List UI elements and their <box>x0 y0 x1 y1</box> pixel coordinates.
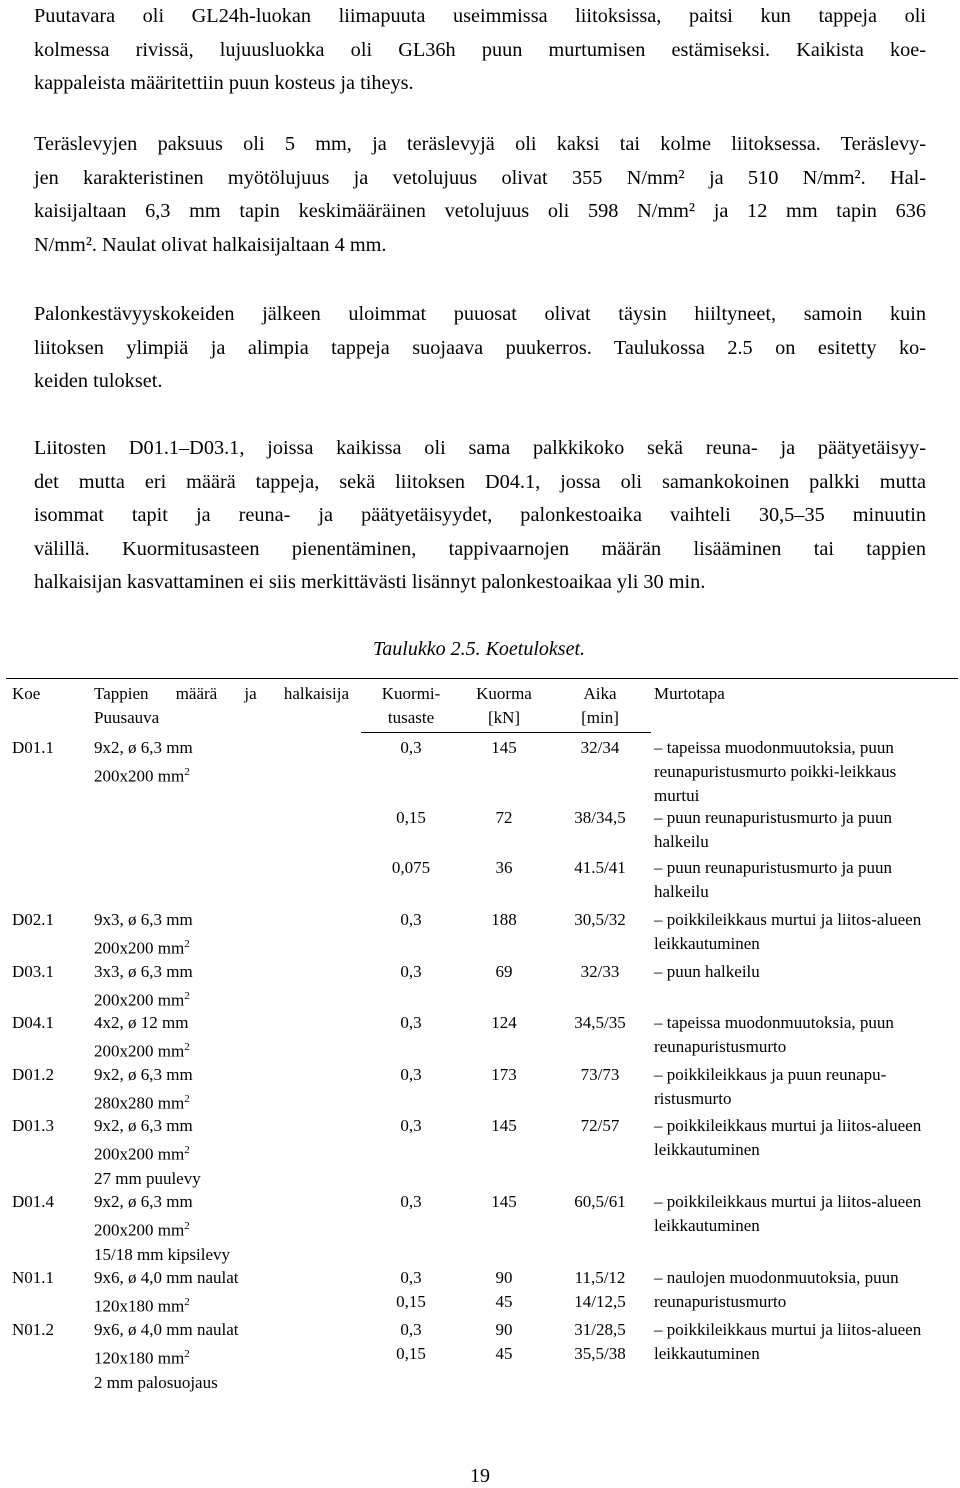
cell-koe: D01.2 <box>12 1065 55 1084</box>
text-line: kappaleista määritettiin puun kosteus ja tiheys. <box>34 72 414 94</box>
text-line: liitoksen ylimpiä ja alimpia tappeja suojaava puukerros. Taulukossa 2.5 on esitetty ko- <box>34 336 926 359</box>
text-line: isommat tapit ja reuna- ja päätyetäisyydet, palonkestoaika vaihteli 30,5–35 minuutin <box>34 504 926 526</box>
cell-koe: N01.1 <box>12 1268 55 1287</box>
cell-kuormitusaste: 0,3 <box>400 1013 422 1032</box>
cell-kuorma: 124 <box>491 1013 517 1032</box>
cell-kuorma: 69 <box>495 962 513 981</box>
cell-kuorma: 173 <box>491 1065 517 1084</box>
cell-tappien: 9x6, ø 4,0 mm naulat 120x180 $mm^2$ 2 mm palosuojaus <box>94 1320 239 1392</box>
header-bottom-rule <box>361 732 651 733</box>
paragraph-materials <box>34 0 926 101</box>
cell-tappien: 9x2, ø 6,3 mm 200x200 $mm^2$ 27 mm puulevy <box>94 1116 201 1188</box>
text-line: Teräslevyjen paksuus oli 5 mm, ja teräslevyjä oli kaksi tai kolme liitoksessa. Teräslevy- <box>34 133 926 155</box>
header-aika: Aika [min] <box>581 684 619 727</box>
cell-aika: 41.5/41 <box>574 858 626 877</box>
cell-murtotapa: – tapeissa muodonmuutoksia, puun reunapuristusmurto <box>654 1013 894 1056</box>
cell-kuorma: 90 45 <box>495 1268 513 1311</box>
paragraph-steel-plates <box>34 128 926 262</box>
cell-tappien: 9x3, ø 6,3 mm 200x200 $mm^2$ <box>94 910 193 958</box>
cell-kuorma: 145 <box>491 1192 517 1211</box>
cell-murtotapa: – naulojen muodonmuutoksia, puun reunapuristusmurto <box>654 1268 899 1311</box>
cell-kuormitusaste: 0,15 <box>396 808 426 827</box>
cell-murtotapa: – poikkileikkaus murtui ja liitos-alueen leikkautuminen <box>654 1116 922 1159</box>
cell-kuorma: 90 45 <box>495 1320 513 1363</box>
cell-murtotapa: – poikkileikkaus murtui ja liitos-alueen leikkautuminen <box>654 910 922 953</box>
cell-tappien: 9x2, ø 6,3 mm 200x200 $mm^2$ 15/18 mm kipsilevy <box>94 1192 230 1264</box>
cell-koe: D01.4 <box>12 1192 55 1211</box>
cell-kuormitusaste: 0,3 <box>400 962 422 981</box>
page-number: 19 <box>470 1465 490 1487</box>
text-line: välillä. Kuormitusasteen pienentäminen, tappivaarnojen määrän lisääminen tai tappien <box>34 537 926 560</box>
cell-tappien: 3x3, ø 6,3 mm 200x200 $mm^2$ <box>94 962 193 1010</box>
cell-murtotapa: – tapeissa muodonmuutoksia, puun reunapuristusmurto poikki-leikkaus murtui <box>654 738 897 805</box>
cell-murtotapa: – poikkileikkaus ja puun reunapu-ristusmurto <box>654 1065 887 1108</box>
cell-kuorma: 145 <box>491 738 517 757</box>
cell-kuorma: 72 <box>495 808 513 827</box>
cell-kuormitusaste: 0,3 0,15 <box>396 1320 426 1363</box>
paragraph-fire-tests <box>34 298 926 399</box>
cell-aika: 11,5/12 14/12,5 <box>574 1268 626 1311</box>
cell-koe: D02.1 <box>12 910 55 929</box>
cell-aika: 30,5/32 <box>574 910 626 929</box>
paragraph-results <box>34 432 926 600</box>
header-tappien: Tappien määrä ja halkaisija Puusauva <box>94 684 349 727</box>
cell-murtotapa: – puun reunapuristusmurto ja puun halkeilu <box>654 858 892 901</box>
text-line: Liitosten D01.1–D03.1, joissa kaikissa oli sama palkkikoko sekä reuna- ja päätyetäisyy- <box>34 437 926 459</box>
cell-tappien: 4x2, ø 12 mm 200x200 $mm^2$ <box>94 1013 190 1061</box>
header-kuormitusaste: Kuormi- tusaste <box>381 684 441 727</box>
text-line: Palonkestävyyskokeiden jälkeen uloimmat puuosat olivat täysin hiiltyneet, samoin kuin <box>34 303 926 325</box>
cell-aika: 38/34,5 <box>574 808 626 827</box>
text-line: halkaisijan kasvattaminen ei siis merkittävästi lisännyt palonkestoaikaa yli 30 min. <box>34 571 706 593</box>
cell-kuormitusaste: 0,3 <box>400 910 422 929</box>
cell-koe: D01.1 <box>12 738 55 757</box>
cell-kuorma: 145 <box>491 1116 517 1135</box>
header-kuorma: Kuorma [kN] <box>476 684 532 727</box>
table-top-rule <box>6 678 958 679</box>
header-koe: Koe <box>12 684 41 703</box>
cell-aika: 32/34 <box>580 738 620 757</box>
text-line: jen karakteristinen myötölujuus ja vetolujuus olivat 355 N/mm² ja 510 N/mm². Hal- <box>34 166 926 189</box>
cell-kuorma: 188 <box>491 910 517 929</box>
cell-aika: 31/28,5 35,5/38 <box>574 1320 626 1363</box>
cell-kuormitusaste: 0,3 0,15 <box>396 1268 426 1311</box>
cell-aika: 73/73 <box>580 1065 620 1084</box>
table-caption: Taulukko 2.5. Koetulokset. <box>372 638 586 660</box>
header-murtotapa: Murtotapa <box>654 684 725 703</box>
cell-tappien: 9x2, ø 6,3 mm 200x200 $mm^2$ <box>94 738 193 786</box>
cell-tappien: 9x6, ø 4,0 mm naulat 120x180 $mm^2$ <box>94 1268 239 1316</box>
cell-kuormitusaste: 0,3 <box>400 1065 422 1084</box>
cell-murtotapa: – puun reunapuristusmurto ja puun halkeilu <box>654 808 892 851</box>
text-line: kaisijaltaan 6,3 mm tapin keskimääräinen vetolujuus oli 598 N/mm² ja 12 mm tapin 636 <box>34 200 926 222</box>
text-line: kolmessa rivissä, lujuusluokka oli GL36h puun murtumisen estämiseksi. Kaikista koe- <box>34 38 926 61</box>
cell-kuormitusaste: 0,075 <box>391 858 431 877</box>
cell-tappien: 9x2, ø 6,3 mm 280x280 $mm^2$ <box>94 1065 193 1113</box>
cell-koe: D04.1 <box>12 1013 55 1032</box>
cell-murtotapa: – puun halkeilu <box>654 962 760 981</box>
cell-aika: 34,5/35 <box>574 1013 626 1032</box>
cell-koe: N01.2 <box>12 1320 55 1339</box>
cell-koe: D01.3 <box>12 1116 55 1135</box>
cell-kuormitusaste: 0,3 <box>400 1192 422 1211</box>
cell-kuormitusaste: 0,3 <box>400 738 422 757</box>
cell-aika: 60,5/61 <box>574 1192 626 1211</box>
text-line: keiden tulokset. <box>34 370 163 392</box>
cell-koe: D03.1 <box>12 962 55 981</box>
cell-kuorma: 36 <box>495 858 513 877</box>
text-line: Puutavara oli GL24h-luokan liimapuuta useimmissa liitoksissa, paitsi kun tappeja oli <box>34 5 926 27</box>
cell-aika: 72/57 <box>580 1116 620 1135</box>
cell-aika: 32/33 <box>580 962 620 981</box>
cell-kuormitusaste: 0,3 <box>400 1116 422 1135</box>
cell-murtotapa: – poikkileikkaus murtui ja liitos-alueen leikkautuminen <box>654 1192 922 1235</box>
text-line: N/mm². Naulat olivat halkaisijaltaan 4 mm. <box>34 233 387 256</box>
cell-murtotapa: – poikkileikkaus murtui ja liitos-alueen leikkautuminen <box>654 1320 922 1363</box>
text-line: det mutta eri määrä tappeja, sekä liitoksen D04.1, jossa oli samankokoinen palkki mutta <box>34 470 926 493</box>
